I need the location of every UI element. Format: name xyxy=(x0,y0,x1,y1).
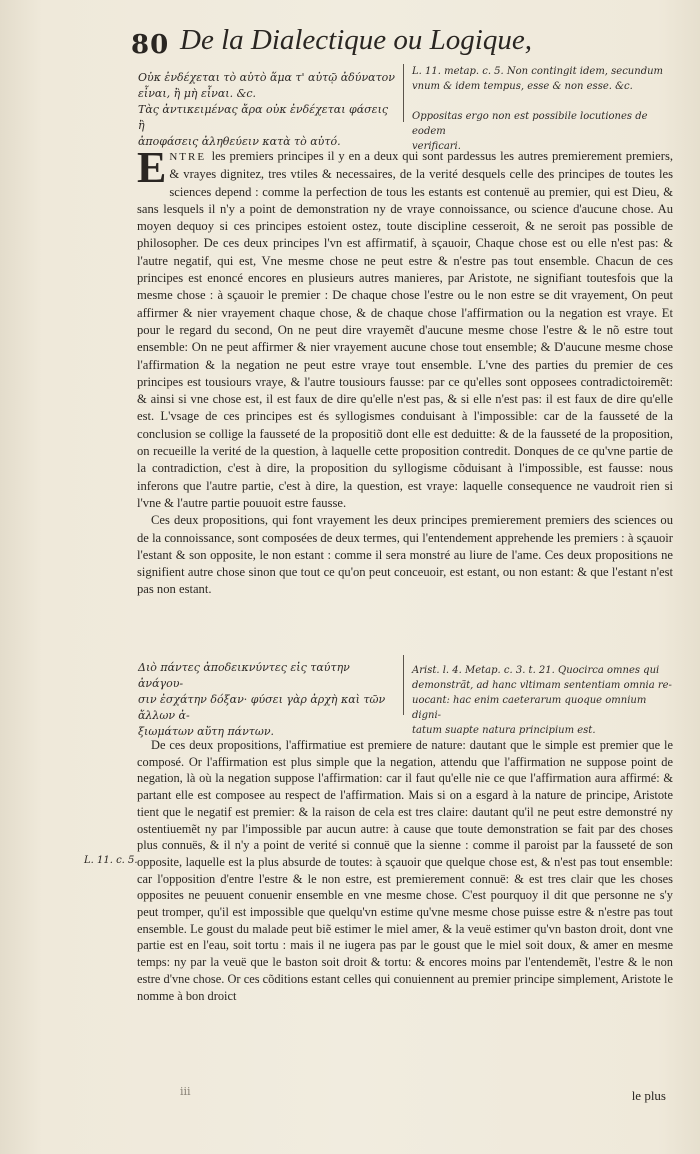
opening-smallcaps: NTRE xyxy=(169,151,212,163)
page-number: 80 xyxy=(131,30,170,60)
greek-quote-top: Οὐκ ἐνδέχεται τὸ αὐτὸ ἅμα τ' αὐτῷ ἀδύνατον εἶναι, ἢ μὴ εἶναι. &c. Τὰς ἀντικειμένας ἄρα οὐκ ἐνδέχεται φάσεις ἢ ἀποφάσεις ἀληθεύειν κατὰ τὸ αὐτό. xyxy=(138,71,395,148)
margin-reference: L. 11. c. 5. xyxy=(84,855,138,866)
running-title: De la Dialectique ou Logique, xyxy=(180,24,532,56)
latin-quote-top: L. 11. metap. c. 5. Non contingit idem, secundum vnum & idem tempus, esse & non esse. &c. Oppositas ergo non est possibile locutiones de eodem verificari. xyxy=(412,66,664,152)
catchword: le plus xyxy=(631,1088,666,1103)
faint-mark: iii xyxy=(180,1085,191,1098)
greek-quote-middle: Διὸ πάντες ἀποδεικνύντες εἰς ταύτην ἀνάγου- σιν ἐσχάτην δόξαν· φύσει γὰρ ἀρχὴ καὶ τῶν ἄλλων ἀ- ξιωμάτων αὕτη πάντων. xyxy=(138,661,386,738)
paragraph-3: De ces deux propositions, l'affirmatiue est premiere de nature: dautant que le simple est premier que le composé. Or l'affirmation est plus simple que la negation, attendu que l'affirmation ne suppose point de negation, là où la negation suppose l'affirmation: car il faut qu'elle nie ce que l'affirmation aura affirmé: & partant elle est composee au respect de l'affirmation. Mais si on a esgard à la nature de principe, Aristote tient que le negatif est premier: & la raison de cela est tres claire: dautant qu'il ne peut estre demonstré ny ostentiuemẽt ny par l'impossible par aucun autre: à cause que toute demonstration se fait par des choses plus connuës, & il n'y a point de verité si connuë que la sienne : comme il paroist par la fausseté de son opposite, laquelle est la plus absurde de toutes: à sçauoir que quelque chose est, & n'est pas tout ensemble: car l'opposition d'entre l'estre & le non estre, est premierement connuë: & est tres clair que les choses opposites ne peuuent conuenir ensemble en vne mesme chose. C'est pourquoy il dit que personne ne s'y peut tromper, qu'il est impossible que quelqu'vn estime qu'vne mesme chose puisse estre & n'estre pas tout ensemble. Le goust du malade peut biẽ estimer le miel amer, & la veuë estimer qu'vn baston droit, dont vne partie est en l'eau, soit tortu : mais il ne iugera pas par le goust que le miel soit doux, & amer en mesme temps: ny par la veuë que le baston soit droit & tortu: & encores moins par l'entendemẽt, l'estre & le non estre d'vne chose. Or ces cõditions estant celles qui conuiennent au premier principe simplement, Aristote le nomme à bon droict xyxy=(137,738,673,1003)
drop-cap: E xyxy=(137,143,167,192)
latin-quote-middle: Arist. l. 4. Metap. c. 3. t. 21. Quocirca omnes qui demonstrãt, ad hanc vltimam sententiam omnia re- uocant: hac enim caeterarum quoque omnium digni- tatum suapte natura principium est. xyxy=(412,665,672,736)
paragraph-1: les premiers principes il y en a deux qui sont pardessus les autres premierement premiers, & vrayes dignitez, tres vtiles & necessaires, de la verité desquels celle des principes de toutes les sciences depend : comme la perfection de tous les estants est contenuë au premier, qui est Dieu, & sans lesquels il n'y a point de demonstration ny de vraye connoissance, ou science d'aucune chose. Au moyen dequoy si ces principes estoient ostez, toute discipline cesseroit, & ne seroit pas possible de philosopher. De ces deux principes l'vn est affirmatif, à sçauoir, Chaque chose est ou elle n'est pas: & l'autre negatif, qui est, Vne mesme chose ne peut estre & n'estre pas tout ensemble. Chacun de ces principes est enoncé encores en plusieurs autres manieres, par Aristote, ne signifiant toutesfois que la mesme chose : à sçauoir le premier : De chaque chose l'estre ou le non estre se dit vrayement, On peut affirmer & nier vrayement chaque chose, & de chaque chose l'affirmation ou la negation est vraye. Et pour le regard du second, On ne peut dire vrayemẽt d'aucune mesme chose l'estre & le nõ estre tout ensemble: On ne peut affirmer & nier vrayement aucune chose tout ensemble; & D'aucune mesme chose l'affirmation & la negation ne peut estre vraye tout ensemble. L'vne des parties du premier de ces principes est tousiours vraye, & l'autre tousiours fausse: par ce qu'elles sont opposees contradictoiremẽt: & ainsi si vne chose est, il est faux de dire qu'elle n'est pas, & si elle n'est pas: il est faux de dire qu'elle est. L'vsage de ces principes est és syllogismes conduisant à l'impossible: car de la fausseté de la conclusion se collige la fausseté de la propositiõ dont elle est deduitte: & de la fausseté de la proposition, on recueille la verité de la question, à laquelle cette proposition contredit. Donques de ce qu'vne partie de la contradiction, c'est à dire, la proposition du syllogisme cõduisant à l'impossible, est fausse: nous inferons que l'autre partie, c'est à dire, la question, est vraye: laquelle consequence ne vaudroit rien si l'vne & l'autre partie pouuoit estre fausse. xyxy=(137,149,673,510)
column-divider-top xyxy=(403,64,404,122)
column-divider-middle xyxy=(403,655,404,715)
body-text-1 xyxy=(137,143,673,599)
body-text-2 xyxy=(137,737,673,1004)
paragraph-2: Ces deux propositions, qui font vrayement les deux principes premierement premiers des sciences ou de la connoissance, sont composées de deux termes, qui l'entendement apprehende les premiers : à sçauoir l'estant & son opposite, le non estant : comme il sera monstré au liure de l'ame. Ces deux propositions ne signifient autre chose sinon que tout ce qu'on peut conceuoir, est estant, ou non estant: & que l'estant n'est pas non estant. xyxy=(137,513,673,597)
